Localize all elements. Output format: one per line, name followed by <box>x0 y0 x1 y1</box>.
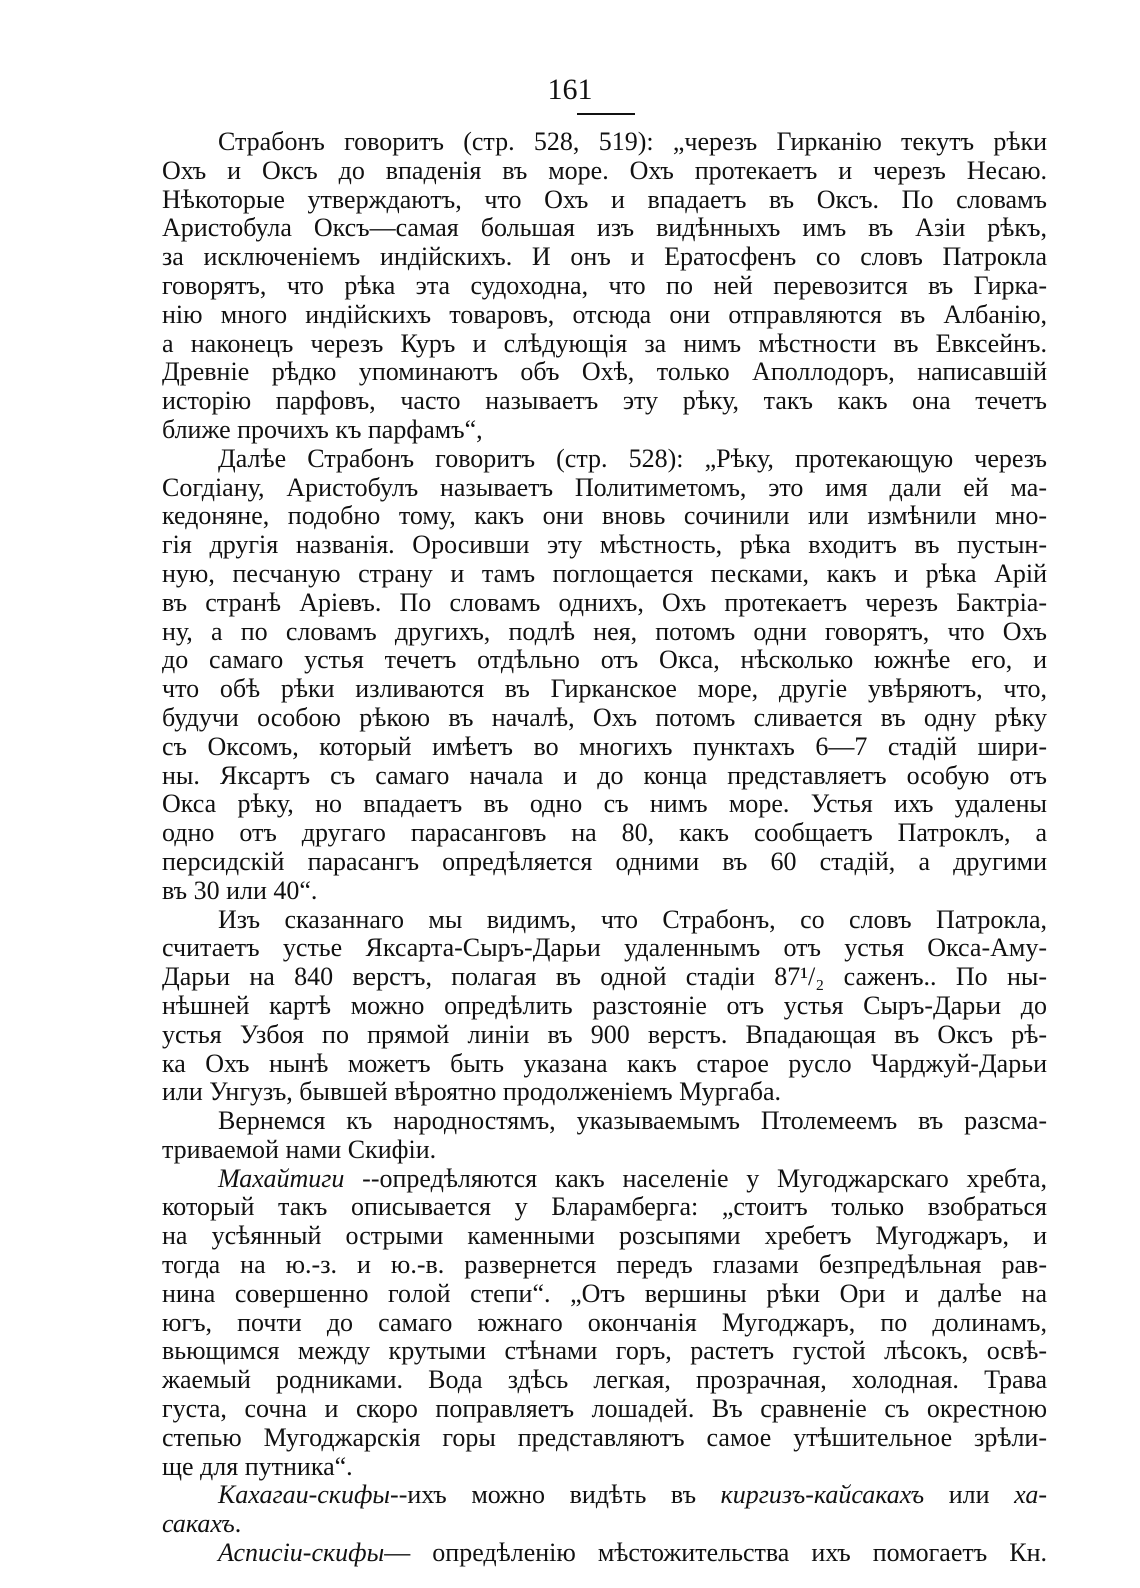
text-line: Охъ и Оксъ до впаденія въ море. Охъ протекаетъ и черезъ Несаю. <box>162 155 1047 185</box>
text-line: исторію парфовъ, часто называетъ эту рѣку, такъ какъ она течетъ <box>162 386 1047 416</box>
text-line: густа, сочна и скоро поправляетъ лошадей. Въ сравненіе съ окрестною <box>162 1394 1047 1424</box>
text-line: Изъ сказаннаго мы видимъ, что Страбонъ, со словъ Патрокла, <box>218 904 1047 934</box>
text-line: до самаго устья течетъ отдѣльно отъ Окса, нѣсколько южнѣе его, и <box>162 645 1047 675</box>
text-line: Дарьи на 840 верстъ, полагая въ одной стадіи 87¹/₂ саженъ.. По ны- <box>162 962 1047 992</box>
text-line: ка Охъ нынѣ можетъ быть указана какъ старое русло Чарджуй-Дарьи <box>162 1048 1047 1078</box>
text-fragment: --опредѣляются какъ населеніе у Мугоджарскаго хребта, <box>344 1163 1047 1193</box>
text-line: Древніе рѣдко упоминаютъ объ Охѣ, только Аполлодоръ, написавшій <box>162 357 1047 387</box>
text-line: говорятъ, что рѣка эта судоходна, что по ней перевозится въ Гирка- <box>162 270 1047 300</box>
text-line: ную, песчаную страну и тамъ поглощается песками, какъ и рѣка Арій <box>162 558 1047 588</box>
text-line: ближе прочихъ къ парфамъ“, <box>162 414 483 444</box>
text-line: Далѣе Страбонъ говоритъ (стр. 528): „Рѣку, протекающую черезъ <box>218 443 1047 473</box>
text-line: персидскій парасангъ опредѣляется одними въ 60 стадій, а другими <box>162 846 1047 876</box>
text-line: югъ, почти до самаго южнаго окончанія Мугоджаръ, по долинамъ, <box>162 1307 1047 1337</box>
text-line: триваемой нами Скифіи. <box>162 1134 437 1164</box>
text-line: будучи особою рѣкою въ началѣ, Охъ потомъ сливается въ одну рѣку <box>162 702 1047 732</box>
text-line <box>162 1165 1047 1194</box>
text-line <box>162 1510 1047 1539</box>
text-line: степью Мугоджарскія горы представляютъ самое утѣшительное зрѣли- <box>162 1422 1047 1452</box>
text-line: что обѣ рѣки изливаются въ Гирканское море, другіе увѣряютъ, что, <box>162 674 1047 704</box>
text-line: гія другія названія. Оросивши эту мѣстность, рѣка входитъ въ пустын- <box>162 530 1047 560</box>
text-line: Вернемся къ народностямъ, указываемымъ Птолемеемъ въ разсма- <box>218 1106 1047 1136</box>
text-line: одно отъ другаго парасанговъ на 80, какъ сообщаетъ Патроклъ, а <box>162 818 1047 848</box>
tribe-name: сакахъ <box>162 1509 235 1539</box>
tribe-name: ха- <box>1014 1480 1047 1510</box>
text-line: тогда на ю.-з. и ю.-в. развернется передъ глазами безпредѣльная рав- <box>162 1250 1047 1280</box>
text-line <box>162 1539 1047 1568</box>
text-line: Согдіану, Аристобулъ называетъ Политиметомъ, это имя дали ей ма- <box>162 472 1047 502</box>
tribe-name: Асписіи-скифы <box>218 1538 385 1568</box>
text-line: устья Узбоя по прямой линіи въ 900 верстъ. Впадающая въ Оксъ рѣ- <box>162 1019 1047 1049</box>
text-line: ны. Яксартъ съ самаго начала и до конца представляетъ особую отъ <box>162 760 1047 790</box>
text-line: нина совершенно голой степи“. „Отъ вершины рѣки Ори и далѣе на <box>162 1278 1047 1308</box>
body-text <box>162 128 1047 1568</box>
text-fragment: . <box>234 1509 242 1539</box>
text-line: ну, а по словамъ другихъ, подлѣ нея, потомъ одни говорятъ, что Охъ <box>162 616 1047 646</box>
text-line: а наконецъ черезъ Куръ и слѣдующія за нимъ мѣстности въ Евксейнъ. <box>162 328 1047 358</box>
text-line: на усѣянный острыми каменными розсыпями хребетъ Мугоджаръ, и <box>162 1221 1047 1251</box>
text-line: Аристобула Оксъ—самая большая изъ видѣнныхъ имъ въ Азіи рѣкъ, <box>162 213 1047 243</box>
text-fragment: или <box>924 1480 1015 1510</box>
text-fragment: — опредѣленію мѣстожительства ихъ помогаетъ Кн. <box>384 1538 1047 1568</box>
text-line: въ 30 или 40“. <box>162 875 318 905</box>
text-line: нѣшней картѣ можно опредѣлить разстояніе отъ устья Сыръ-Дарьи до <box>162 990 1047 1020</box>
text-line: который такъ описывается у Бларамберга: „стоитъ только взобраться <box>162 1192 1047 1222</box>
text-line: вьющимся между крутыми стѣнами горъ, растетъ густой лѣсокъ, освѣ- <box>162 1336 1047 1366</box>
text-line: Окса рѣку, но впадаетъ въ одно съ нимъ море. Устья ихъ удалены <box>162 789 1047 819</box>
text-line: жаемый родниками. Вода здѣсь легкая, прозрачная, холодная. Трава <box>162 1365 1047 1395</box>
text-line: кедоняне, подобно тому, какъ они вновь сочинили или измѣнили мно- <box>162 501 1047 531</box>
text-line: ще для путника“. <box>162 1451 353 1481</box>
text-line: за исключеніемъ индійскихъ. И онъ и Ератосфенъ со словъ Патрокла <box>162 242 1047 272</box>
tribe-name: Кахагаи-скифы <box>218 1480 391 1510</box>
text-line: или Унгузъ, бывшей вѣроятно продолженіемъ Мургаба. <box>162 1077 782 1107</box>
text-line: считаетъ устье Яксарта-Сыръ-Дарьи удаленнымъ отъ устья Окса-Аму- <box>162 933 1047 963</box>
page-number-rule <box>577 113 635 115</box>
page-number: 161 <box>547 73 593 106</box>
text-line: въ странѣ Аріевъ. По словамъ однихъ, Охъ протекаетъ черезъ Бактріа- <box>162 587 1047 617</box>
text-fragment: --ихъ можно видѣть въ <box>390 1480 721 1510</box>
text-line <box>162 1481 1047 1510</box>
text-line: съ Оксомъ, который имѣетъ во многихъ пунктахъ 6—7 стадій шири- <box>162 731 1047 761</box>
text-line: нію много индійскихъ товаровъ, отсюда они отправляются въ Албанію, <box>162 299 1047 329</box>
tribe-name: киргизъ-кайсакахъ <box>720 1480 925 1510</box>
tribe-name: Махайтиги <box>218 1163 345 1193</box>
text-line: Нѣкоторые утверждаютъ, что Охъ и впадаетъ въ Оксъ. По словамъ <box>162 184 1047 214</box>
text-line: Страбонъ говоритъ (стр. 528, 519): „черезъ Гирканію текутъ рѣки <box>218 127 1047 156</box>
